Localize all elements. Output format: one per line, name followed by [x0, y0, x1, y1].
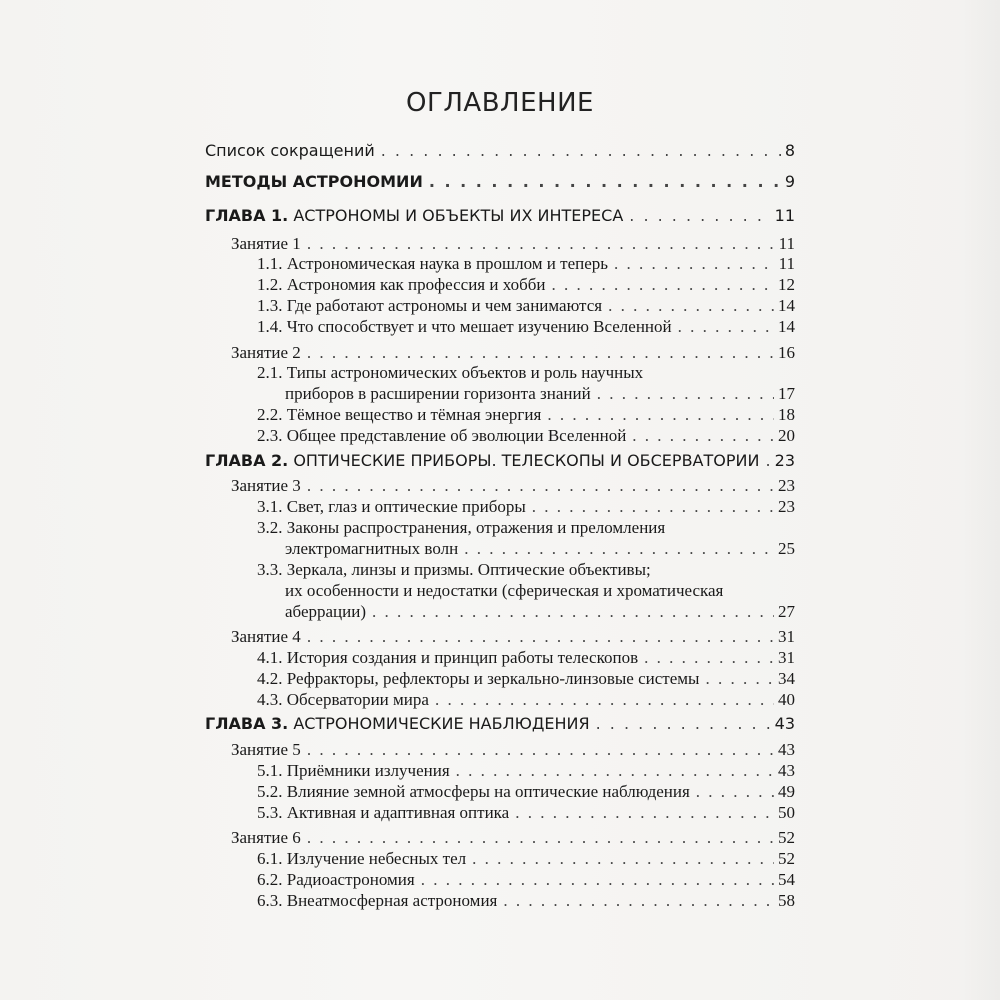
toc-entry-section[interactable]: приборов в расширении горизонта знаний . . . 17 [285, 384, 795, 404]
toc-entry-abbreviations[interactable]: Список сокращений . . . 8 [205, 141, 795, 160]
leader-dots [307, 476, 774, 496]
page-number: 27 [778, 602, 795, 621]
leader-dots [696, 782, 774, 802]
leader-dots [678, 317, 774, 337]
toc-entry-lesson-4[interactable]: Занятие 4 . . . 31 [231, 627, 795, 647]
toc-entry-section[interactable]: 6.2. Радиоастрономия . . . 54 [257, 870, 795, 890]
page-number: 31 [778, 627, 795, 646]
leader-dots [472, 849, 774, 869]
toc-entry-part[interactable]: МЕТОДЫ АСТРОНОМИИ . . . 9 [205, 172, 795, 191]
leader-dots [307, 343, 774, 363]
toc-entry-lesson-2[interactable]: Занятие 2 . . . 16 [231, 343, 795, 363]
toc-entry-section[interactable]: аберрации) . . . 27 [285, 602, 795, 622]
chapter-title: АСТРОНОМИЧЕСКИЕ НАБЛЮДЕНИЯ [293, 714, 590, 733]
page-number: 54 [778, 870, 795, 889]
toc-entry-section[interactable]: 4.2. Рефракторы, рефлекторы и зеркально-линзовые системы . . . 34 [257, 669, 795, 689]
chapter-title: АСТРОНОМЫ И ОБЪЕКТЫ ИХ ИНТЕРЕСА [293, 206, 624, 225]
page-number: 8 [784, 141, 795, 160]
page-number: 43 [774, 714, 795, 733]
toc-entry-section[interactable]: 4.1. История создания и принцип работы телескопов . . . 31 [257, 648, 795, 668]
page-number: 14 [778, 296, 795, 315]
leader-dots [503, 891, 774, 911]
chapter-label: ГЛАВА 2. [205, 451, 289, 470]
page-number: 23 [778, 476, 795, 495]
chapter-label: ГЛАВА 3. [205, 714, 289, 733]
page-number: 11 [778, 254, 795, 273]
leader-dots [547, 405, 774, 425]
page-number: 34 [778, 669, 795, 688]
leader-dots [608, 296, 774, 316]
toc-entry-section[interactable]: 1.1. Астрономическая наука в прошлом и теперь . . . 11 [257, 254, 795, 274]
chapter-label: ГЛАВА 1. [205, 206, 289, 225]
toc-entry-section[interactable]: 3.1. Свет, глаз и оптические приборы . . . 23 [257, 497, 795, 517]
toc-entry-section-line1: 3.2. Законы распространения, отражения и преломления [257, 518, 666, 537]
page-number: 16 [778, 343, 795, 362]
chapter-title: ОПТИЧЕСКИЕ ПРИБОРЫ. ТЕЛЕСКОПЫ И ОБСЕРВАТОРИИ [293, 451, 760, 470]
leader-dots [307, 740, 774, 760]
toc-entry-section-line2: их особенности и недостатки (сферическая и хроматическая [285, 581, 724, 600]
page-number: 52 [778, 828, 795, 847]
leader-dots [381, 141, 781, 160]
leader-dots [464, 539, 774, 559]
toc-entry-lesson-6[interactable]: Занятие 6 . . . 52 [231, 828, 795, 848]
toc-entry-chapter-1[interactable] [205, 206, 795, 225]
leader-dots [456, 761, 774, 781]
leader-dots [307, 234, 775, 254]
page-number: 18 [778, 405, 795, 424]
leader-dots [614, 254, 775, 274]
page-number: 17 [778, 384, 795, 403]
toc-entry-section[interactable]: 1.4. Что способствует и что мешает изучению Вселенной . . . 14 [257, 317, 795, 337]
leader-dots [597, 384, 774, 404]
page-number: 11 [774, 206, 795, 225]
leader-dots [532, 497, 774, 517]
toc-entry-section[interactable]: 1.3. Где работают астрономы и чем занимаются . . . 14 [257, 296, 795, 316]
page-number: 58 [778, 891, 795, 910]
leader-dots [632, 426, 774, 446]
toc-entry-section[interactable]: 6.3. Внеатмосферная астрономия . . . 58 [257, 891, 795, 911]
leader-dots [372, 602, 774, 622]
toc-entry-section[interactable]: 5.1. Приёмники излучения . . . 43 [257, 761, 795, 781]
page-number: 50 [778, 803, 795, 822]
page-number: 31 [778, 648, 795, 667]
leader-dots [629, 206, 770, 225]
page-number: 40 [778, 690, 795, 709]
leader-dots [421, 870, 774, 890]
toc-entry-lesson-3[interactable]: Занятие 3 . . . 23 [231, 476, 795, 496]
leader-dots [307, 828, 774, 848]
toc-entry-section[interactable]: 5.2. Влияние земной атмосферы на оптические наблюдения . . . 49 [257, 782, 795, 802]
toc-entry-lesson-5[interactable]: Занятие 5 . . . 43 [231, 740, 795, 760]
leader-dots [307, 627, 774, 647]
page-number: 43 [778, 740, 795, 759]
page-number: 11 [778, 234, 795, 253]
toc-entry-chapter-2[interactable] [205, 451, 795, 470]
page-number: 43 [778, 761, 795, 780]
toc-entry-section[interactable]: 2.2. Тёмное вещество и тёмная энергия . . . 18 [257, 405, 795, 425]
toc-entry-lesson-1[interactable]: Занятие 1 . . . 11 [231, 234, 795, 254]
page-number: 49 [778, 782, 795, 801]
leader-dots [515, 803, 774, 823]
toc-entry-section[interactable]: 5.3. Активная и адаптивная оптика . . . 50 [257, 803, 795, 823]
page-number: 14 [778, 317, 795, 336]
leader-dots [435, 690, 774, 710]
toc-entry-section[interactable]: 6.1. Излучение небесных тел . . . 52 [257, 849, 795, 869]
page-number: 9 [784, 172, 795, 191]
leader-dots [765, 451, 770, 470]
toc-entry-chapter-3[interactable] [205, 714, 795, 733]
page-number: 23 [774, 451, 795, 470]
toc-entry-section[interactable]: 1.2. Астрономия как профессия и хобби . . . 12 [257, 275, 795, 295]
page-number: 12 [778, 275, 795, 294]
leader-dots [644, 648, 774, 668]
page-number: 25 [778, 539, 795, 558]
toc-entry-section[interactable]: 4.3. Обсерватории мира . . . 40 [257, 690, 795, 710]
page-number: 52 [778, 849, 795, 868]
leader-dots [596, 714, 771, 733]
leader-dots [429, 172, 781, 191]
page-number: 23 [778, 497, 795, 516]
page-number: 20 [778, 426, 795, 445]
toc-entry-section[interactable]: электромагнитных волн . . . 25 [285, 539, 795, 559]
toc-entry-section[interactable]: 2.3. Общее представление об эволюции Вселенной . . . 20 [257, 426, 795, 446]
toc-entry-section-line1: 2.1. Типы астрономических объектов и роль научных [257, 363, 644, 382]
leader-dots [551, 275, 774, 295]
page-title: ОГЛАВЛЕНИЕ [406, 88, 594, 118]
toc-entry-section-line1: 3.3. Зеркала, линзы и призмы. Оптические объективы; [257, 560, 651, 579]
leader-dots [705, 669, 774, 689]
